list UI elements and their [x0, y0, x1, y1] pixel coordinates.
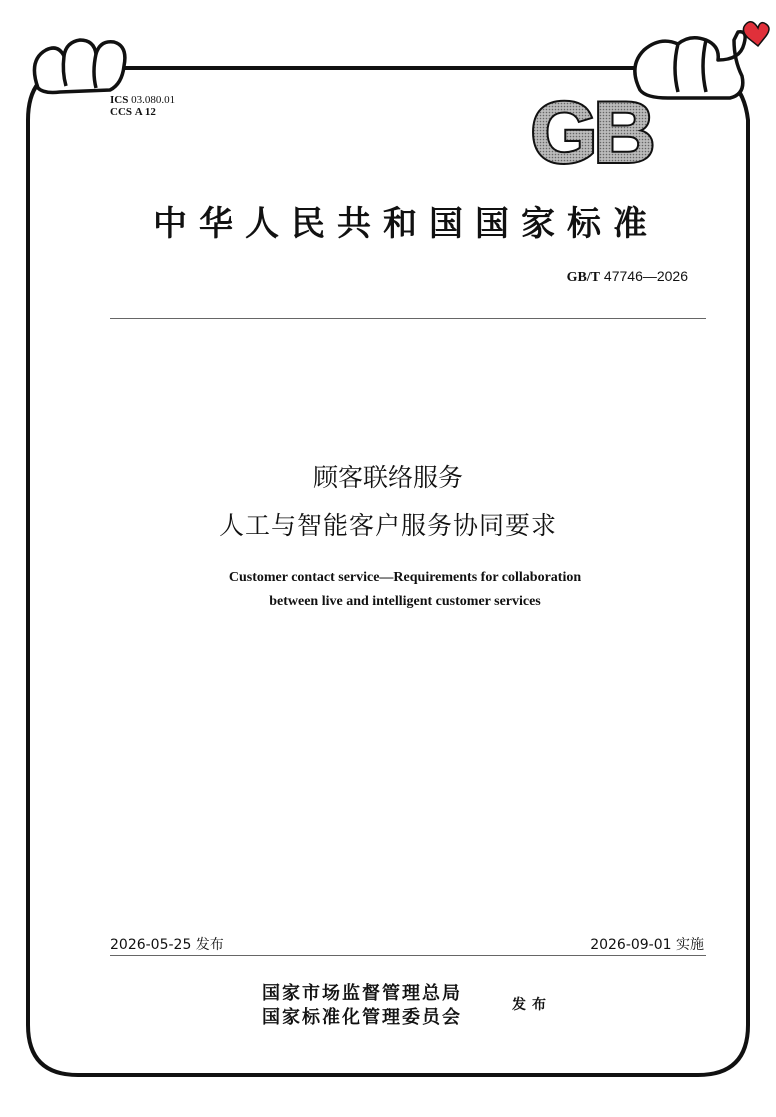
publisher-line-2: 国家标准化管理委员会 — [262, 1007, 462, 1028]
ccs-code — [110, 106, 156, 118]
ics-label: ICS — [110, 94, 129, 106]
publisher-line-1: 国家市场监督管理总局 — [262, 983, 462, 1004]
ics-value: 03.080.01 — [131, 94, 176, 106]
bottom-divider — [110, 955, 706, 956]
gb-logo-text: GB — [530, 96, 652, 168]
standard-number-value: 47746—2026 — [603, 268, 688, 284]
gb-logo — [518, 96, 664, 168]
standard-title: 中华人民共和国国家标准 — [153, 204, 659, 244]
top-divider — [110, 318, 706, 319]
standard-number — [0, 268, 688, 286]
ics-code — [110, 94, 175, 106]
implementation-date: 2026-09-01 实施 — [590, 937, 704, 953]
publish-verb: 发布 — [512, 997, 552, 1013]
issue-date: 2026-05-25 发布 — [110, 937, 224, 953]
right-hand-icon — [635, 32, 745, 98]
heart-icon — [743, 22, 769, 46]
zh-title-line-2: 人工与智能客户服务协同要求 — [218, 511, 557, 540]
en-title-line-2: between live and intelligent customer services — [269, 594, 541, 609]
left-hand-icon — [34, 40, 124, 93]
zh-title-line-1: 顾客联络服务 — [312, 463, 463, 492]
standard-number-prefix: GB/T — [566, 270, 601, 285]
ccs-label: CCS — [110, 106, 133, 118]
ccs-value: A 12 — [134, 106, 156, 118]
en-title-line-1: Customer contact service—Requirements for collaboration — [228, 570, 582, 585]
